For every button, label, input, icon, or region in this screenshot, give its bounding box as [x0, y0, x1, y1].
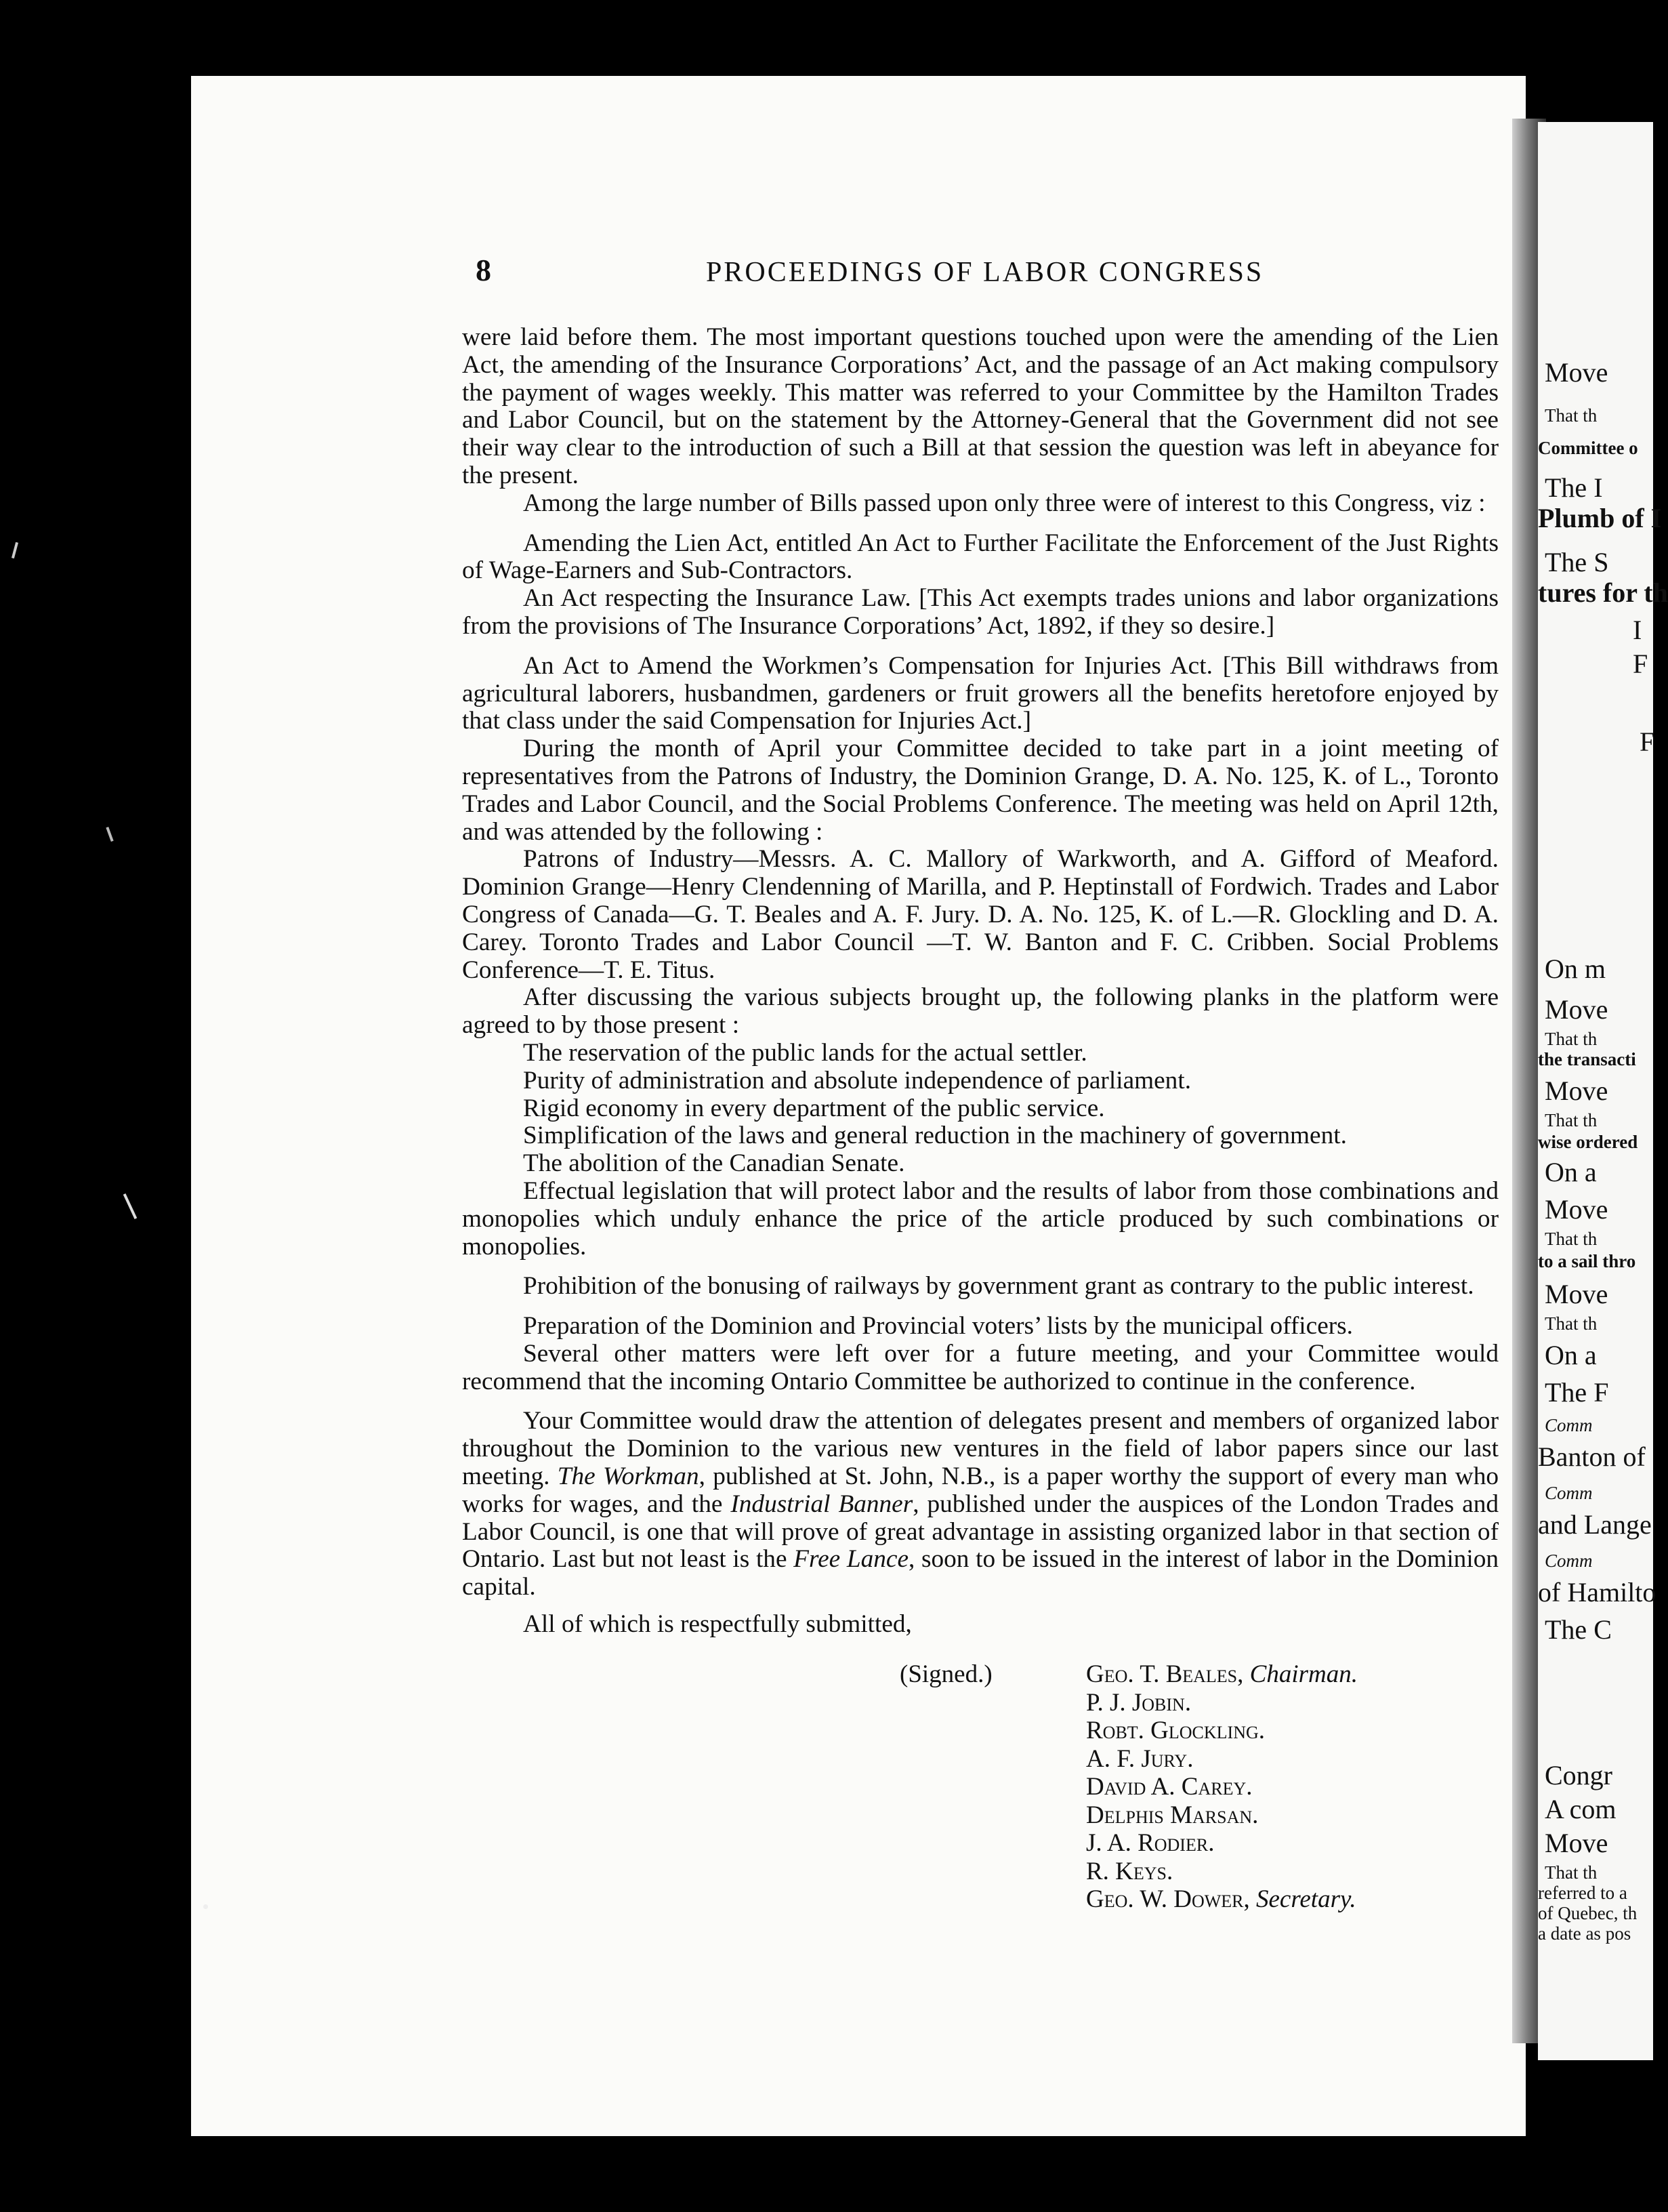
facing-line: Comm [1545, 1551, 1593, 1571]
paragraph: An Act to Amend the Workmen’s Compensation for Injuries Act. [This Bill withdraws from agricultural laborers, husbandmen, gardeners or fruit growers all the benefits heretofore enjoyed by that class under the said Compensation for Injuries Act.] [462, 651, 1499, 735]
platform-plank: Simplification of the laws and general reduction in the machinery of government. [523, 1122, 1347, 1150]
scan-speck [123, 1193, 138, 1219]
text-run: , published at St. John, N.B., is a paper worthy the support of every man who works for wages, and the [462, 1462, 1499, 1518]
signatory-name: P. J. Jobin. [1086, 1688, 1192, 1717]
paragraph: Patrons of Industry—Messrs. A. C. Mallory of Warkworth, and A. Gifford of Meaford. Dominion Grange—Henry Clendenning of Marilla, and P. Heptinstall of Fordwich. Trades and Labor Congress of Canada—G. T. Beales and A. F. Jury. D. A. No. 125, K. of L.—R. Glockling and D. A. Carey. Toronto Trades and Labor Council —T. W. Banton and F. C. Cribben. Social Problems Conference—T. E. Titus. [462, 845, 1499, 984]
facing-line: That th [1545, 1313, 1598, 1334]
facing-line: of Quebec, th [1538, 1903, 1638, 1923]
closing-line: All of which is respectfully submitted, [523, 1610, 912, 1639]
facing-line: Move [1545, 357, 1608, 388]
facing-page-fragment [1538, 122, 1668, 2060]
facing-line: F [1633, 649, 1648, 679]
facing-line: to a sail thro [1538, 1251, 1636, 1271]
facing-line: F [1640, 726, 1655, 757]
facing-line: referred to a [1538, 1883, 1627, 1903]
platform-plank: Prohibition of the bonusing of railways by government grant as contrary to the public interest. [523, 1272, 1474, 1300]
signatory-name: Delphis Marsan. [1086, 1801, 1259, 1829]
newspaper-title: Industrial Banner [730, 1490, 913, 1518]
signed-label: (Signed.) [900, 1660, 993, 1688]
platform-plank: Rigid economy in every department of the public service. [523, 1094, 1105, 1122]
signatory-role: Chairman. [1249, 1660, 1358, 1688]
signatory [1086, 1745, 1358, 1774]
signatory [1086, 1829, 1358, 1858]
paragraph: Amending the Lien Act, entitled An Act to Further Facilitate the Enforcement of the Just Rights of Wage-Earners and Sub-Contractors. [462, 529, 1499, 585]
paragraph: An Act respecting the Insurance Law. [This Act exempts trades unions and labor organizations from the provisions of The Insurance Corporations’ Act, 1892, if they so desire.] [462, 584, 1499, 640]
signatory [1086, 1858, 1358, 1886]
signatory-name: Geo. W. Dower, [1086, 1885, 1250, 1913]
facing-line: of Hamilto [1538, 1577, 1656, 1607]
facing-line: Comm [1545, 1483, 1593, 1503]
facing-line: Move [1545, 1076, 1608, 1106]
paragraph: were laid before them. The most important questions touched upon were the amending of the Lien Act, the amending of the Insurance Corporations’ Act, and the passage of an Act making compulsory the payment of wages weekly. This matter was referred to your Committee by the Hamilton Trades and Labor Council, but on the statement by the Attorney-General that the Government did not see their way clear to the introduction of such a Bill at that session the question was left in abeyance for the present. [462, 323, 1499, 489]
paragraph: During the month of April your Committee decided to take part in a joint meeting of representatives from the Patrons of Industry, the Dominion Grange, D. A. No. 125, K. of L., Toronto Trades and Labor Council, and the Social Problems Conference. The meeting was held on April 12th, and was attended by the following : [462, 735, 1499, 846]
facing-line: That th [1545, 1229, 1598, 1249]
newspaper-title: Free Lance [793, 1545, 909, 1574]
signatory [1086, 1801, 1358, 1830]
facing-line: Committee o [1538, 438, 1638, 458]
facing-line: That th [1545, 1110, 1598, 1130]
text-run: Your Committee would draw the attention of delegates present and members of organized labor throughout the Dominion to the various new ventures in the field of labor papers since our last meeting. [462, 1407, 1499, 1491]
facing-line: Plumb of I [1538, 503, 1662, 533]
scan-speck [12, 542, 18, 558]
facing-line: and Lange [1538, 1509, 1652, 1540]
signatory-name: Geo. T. Beales, [1086, 1660, 1244, 1688]
text-run: , soon to be issued in the interest of labor in the Dominion capital. [462, 1545, 1499, 1601]
signatory-name: Robt. Glockling. [1086, 1717, 1266, 1744]
paragraph-labor-papers [462, 1408, 1499, 1601]
signatory [1086, 1689, 1358, 1717]
facing-line: Comm [1545, 1415, 1593, 1435]
facing-line: A com [1545, 1794, 1617, 1824]
page-header [476, 252, 1465, 300]
facing-line: On m [1545, 954, 1606, 984]
facing-line: Move [1545, 1279, 1608, 1309]
platform-plank: Effectual legislation that will protect labor and the results of labor from those combinations and monopolies which unduly enhance the price of the article produced by such combinations or monopolies. [462, 1176, 1499, 1261]
facing-line: Move [1545, 1828, 1608, 1858]
signatory-list [1086, 1660, 1358, 1914]
facing-line: The I [1545, 472, 1603, 503]
paragraph: Among the large number of Bills passed upon only three were of interest to this Congress, viz : [523, 489, 1486, 517]
facing-line: Move [1545, 1194, 1608, 1225]
facing-line: Move [1545, 994, 1608, 1025]
facing-line: a date as pos [1538, 1923, 1631, 1944]
facing-line: That th [1545, 405, 1598, 426]
signatory [1086, 1773, 1358, 1801]
paragraph: Several other matters were left over for a future meeting, and your Committee would recommend that the incoming Ontario Committee be authorized to continue in the conference. [462, 1339, 1499, 1395]
facing-line: The F [1545, 1377, 1609, 1408]
platform-plank: Preparation of the Dominion and Provincial voters’ lists by the municipal officers. [523, 1312, 1354, 1340]
page-number: 8 [476, 253, 491, 287]
signatory [1086, 1885, 1358, 1914]
signatory [1086, 1660, 1358, 1689]
facing-line: Congr [1545, 1760, 1612, 1790]
platform-plank: The reservation of the public lands for the actual settler. [523, 1038, 1087, 1067]
facing-line: The S [1545, 547, 1609, 577]
report-body [462, 324, 1499, 1639]
signatory-name: A. F. Jury. [1086, 1744, 1194, 1773]
facing-line: tures for th [1538, 577, 1668, 608]
text-run: , published under the auspices of the London Trades and Labor Council, is one that will prove of great advantage in assisting organized labor in that section of Ontario. Last but not least is the [462, 1490, 1499, 1574]
signatory [1086, 1717, 1358, 1745]
facing-line: That th [1545, 1862, 1598, 1883]
scan-speck [106, 827, 113, 842]
platform-plank: The abolition of the Canadian Senate. [523, 1149, 905, 1178]
paragraph: After discussing the various subjects brought up, the following planks in the platform were agreed to by those present : [462, 983, 1499, 1040]
platform-plank: Purity of administration and absolute independence of parliament. [523, 1066, 1192, 1094]
facing-line: On a [1545, 1157, 1597, 1187]
facing-line: On a [1545, 1340, 1597, 1370]
facing-line: I [1633, 615, 1642, 645]
signatory-role: Secretary. [1256, 1885, 1356, 1913]
facing-line: The C [1545, 1614, 1612, 1645]
running-title: PROCEEDINGS OF LABOR CONGRESS [706, 257, 1264, 288]
facing-line: the transacti [1538, 1049, 1636, 1069]
newspaper-title: The Workman [557, 1462, 699, 1491]
facing-line: wise ordered [1538, 1132, 1638, 1152]
signatory-name: J. A. Rodier. [1086, 1829, 1215, 1857]
facing-line: Banton of [1538, 1441, 1646, 1472]
signatory-name: R. Keys. [1086, 1857, 1173, 1885]
facing-line: That th [1545, 1029, 1598, 1049]
signatory-name: David A. Carey. [1086, 1773, 1253, 1801]
scan-speck [203, 1904, 208, 1909]
